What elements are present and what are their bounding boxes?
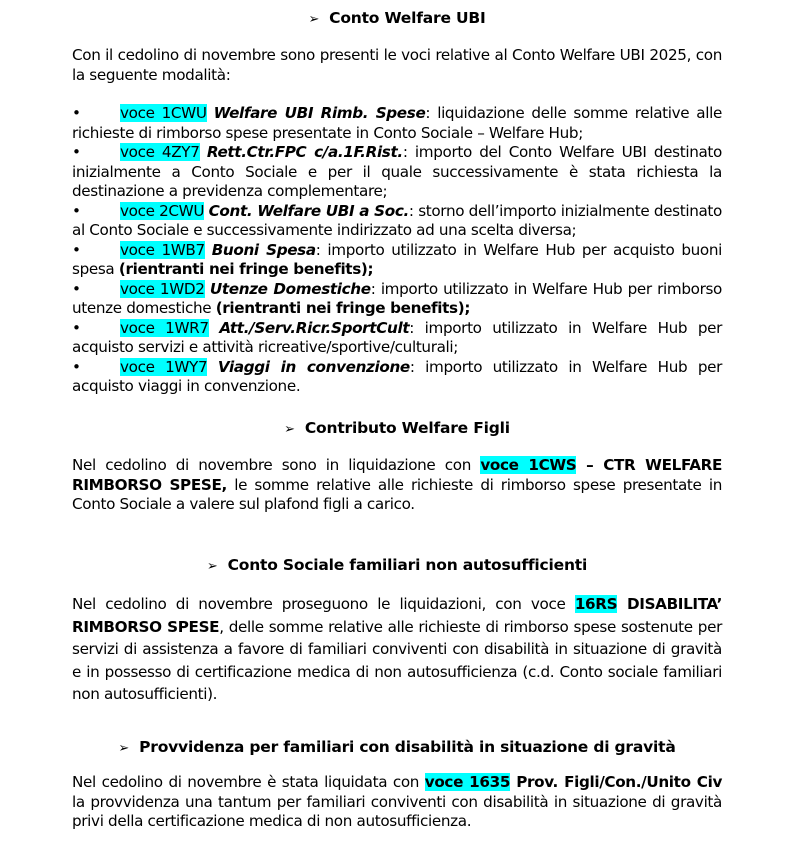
voce-desc: : liquidazione delle somme relative alle richieste di rimborso spese presentate in Conto Sociale – Welfare Hub; bbox=[72, 104, 722, 142]
section-heading-contributo-welfare-figli bbox=[0, 419, 794, 437]
bullet-icon: • bbox=[72, 201, 81, 220]
bullet-icon: • bbox=[72, 357, 81, 376]
voce-code: voce 1635 bbox=[424, 773, 511, 791]
bullet-icon: • bbox=[72, 143, 81, 161]
voce-code: voce 1WB7 bbox=[120, 240, 205, 259]
bullet-icon: • bbox=[72, 240, 81, 259]
intro-paragraph: Con il cedolino di novembre sono presenti le voci relative al Conto Welfare UBI 2025, con la seguente modalità: bbox=[72, 46, 722, 84]
voce-desc: : importo utilizzato in Welfare Hub per rimborso utenze domestiche bbox=[72, 279, 722, 317]
voce-code: voce 1CWS bbox=[480, 456, 577, 474]
section-heading-conto-sociale-familiari bbox=[0, 556, 794, 574]
list-item bbox=[72, 280, 722, 319]
voce-name: Viaggi in convenzione bbox=[217, 357, 410, 376]
voce-desc: : importo del Conto Welfare UBI destinato inizialmente a Conto Sociale e per il quale successivamente è stata richiesta la destinazione a previdenza complementare; bbox=[72, 143, 722, 200]
list-item bbox=[72, 241, 722, 280]
voce-name: Buoni Spesa bbox=[211, 240, 316, 259]
heading-text: Conto Sociale familiari non autosufficienti bbox=[227, 556, 588, 574]
arrow-bullet-icon: ➢ bbox=[284, 422, 295, 437]
heading-text: Conto Welfare UBI bbox=[329, 9, 486, 27]
voce-name: Prov. Figli/Con./Unito Civ bbox=[510, 773, 723, 791]
bullet-icon: • bbox=[72, 104, 81, 122]
section-heading-conto-welfare-ubi bbox=[0, 9, 794, 27]
voce-desc: : importo utilizzato in Welfare Hub per acquisto viaggi in convenzione. bbox=[72, 357, 722, 395]
voce-name: Rett.Ctr.FPC c/a.1F.Rist. bbox=[206, 143, 403, 161]
voce-name: DISABILITA’ RIMBORSO SPESE bbox=[72, 595, 722, 636]
voce-note: (rientranti nei fringe benefits); bbox=[118, 260, 374, 278]
bullet-icon: • bbox=[72, 318, 81, 337]
contributo-figli-paragraph bbox=[72, 456, 722, 515]
para-text: la provvidenza una tantum per familiari conviventi con disabilità in situazione di gravità privi della certificazione medica di non autosufficienza. bbox=[72, 792, 722, 830]
list-item bbox=[72, 143, 722, 202]
voce-name: Cont. Welfare UBI a Soc. bbox=[208, 201, 409, 220]
conto-sociale-paragraph bbox=[72, 593, 722, 706]
heading-text: Contributo Welfare Figli bbox=[304, 419, 510, 437]
para-text: le somme relative alle richieste di rimborso spese presentate in Conto Sociale a valere sul plafond figli a carico. bbox=[72, 475, 722, 513]
voce-desc: : importo utilizzato in Welfare Hub per acquisto buoni spesa bbox=[72, 240, 722, 278]
arrow-bullet-icon: ➢ bbox=[206, 559, 218, 574]
voce-code: voce 1CWU bbox=[120, 104, 207, 122]
para-text: Nel cedolino di novembre sono in liquidazione con bbox=[72, 456, 481, 474]
section-heading-provvidenza bbox=[0, 738, 794, 756]
voce-name: Att./Serv.Ricr.SportCult bbox=[219, 318, 410, 337]
voce-name: – CTR WELFARE RIMBORSO SPESE, bbox=[72, 456, 722, 494]
voce-code: 16RS bbox=[574, 595, 618, 613]
bullet-icon: • bbox=[72, 279, 81, 298]
voce-code: voce 4ZY7 bbox=[120, 143, 200, 161]
voce-note: (rientranti nei fringe benefits); bbox=[215, 299, 471, 317]
voce-code: voce 1WY7 bbox=[120, 357, 208, 376]
voce-code: voce 2CWU bbox=[120, 201, 205, 220]
voce-code: voce 1WD2 bbox=[120, 279, 205, 298]
voce-name: Welfare UBI Rimb. Spese bbox=[213, 104, 426, 122]
list-item bbox=[72, 319, 722, 358]
voce-code: voce 1WR7 bbox=[120, 318, 209, 337]
voce-name: Utenze Domestiche bbox=[209, 279, 371, 298]
para-text: , delle somme relative alle richieste di rimborso spese sostenute per servizi di assistenza a favore di familiari conviventi con disabilità in situazione di gravità e in possesso di certificazione medica di non autosufficienza (c.d. Conto sociale familiari non autosufficienti). bbox=[72, 617, 722, 703]
voce-desc: : storno dell’importo inizialmente destinato al Conto Sociale e successivamente indirizzato ad una scelta diversa; bbox=[72, 201, 722, 239]
list-item bbox=[72, 358, 722, 397]
heading-text: Provvidenza per familiari con disabilità in situazione di gravità bbox=[139, 738, 676, 756]
para-text: Nel cedolino di novembre è stata liquidata con bbox=[72, 773, 425, 791]
list-item bbox=[72, 104, 722, 143]
list-item bbox=[72, 202, 722, 241]
arrow-bullet-icon: ➢ bbox=[118, 741, 130, 756]
para-text: Nel cedolino di novembre proseguono le liquidazioni, con voce bbox=[72, 595, 575, 613]
provvidenza-paragraph bbox=[72, 773, 722, 832]
voce-desc: : importo utilizzato in Welfare Hub per acquisto servizi e attività ricreative/sportive/culturali; bbox=[72, 318, 723, 356]
arrow-bullet-icon: ➢ bbox=[308, 12, 320, 27]
voci-list bbox=[72, 104, 722, 397]
